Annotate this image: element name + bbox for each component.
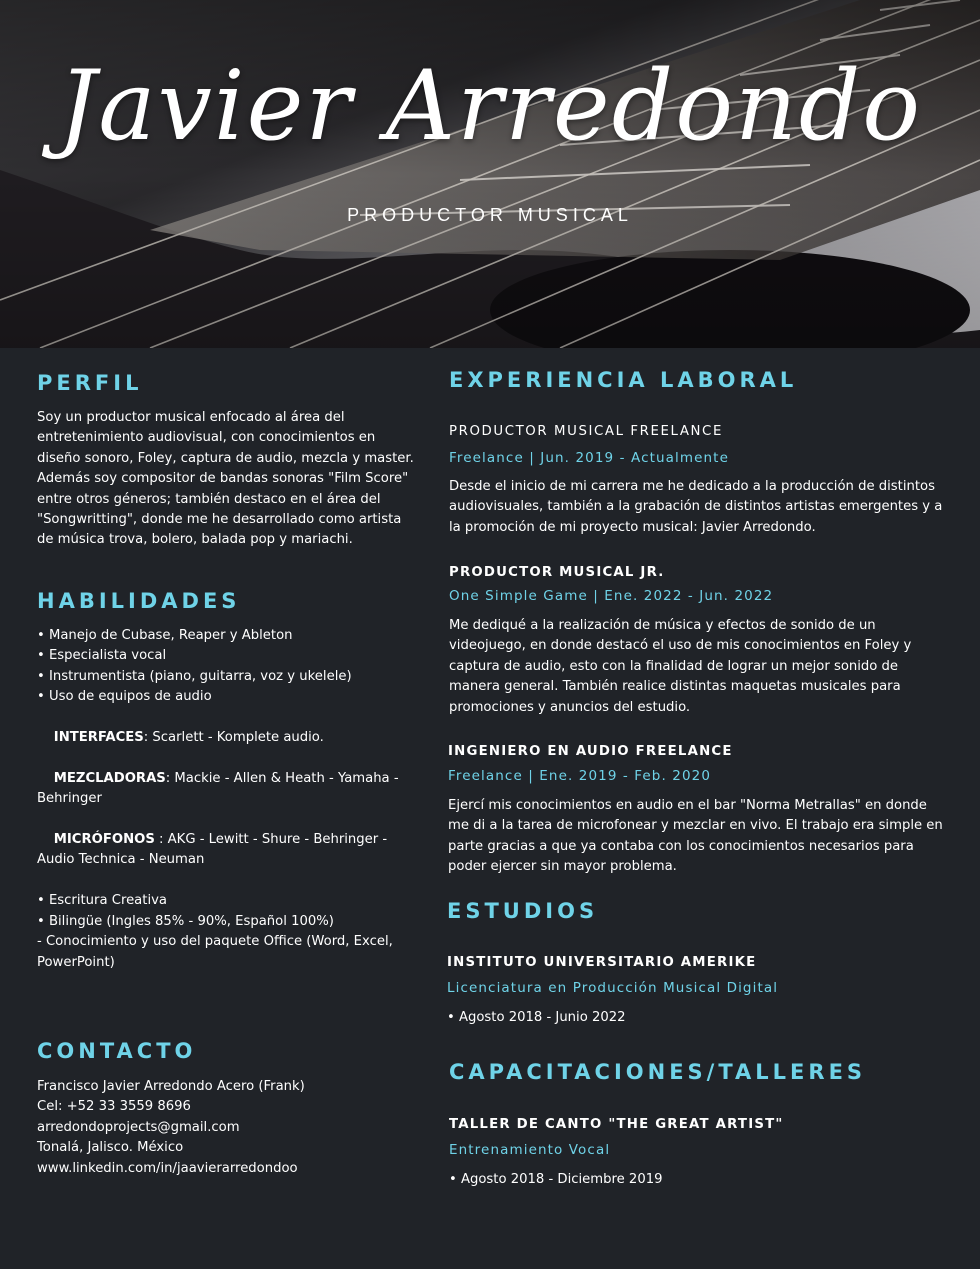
habilidades-list <box>37 626 399 973</box>
job-company-dates: Freelance | Jun. 2019 - Actualmente <box>449 450 729 466</box>
perfil-line: diseño sonoro, Foley, captura de audio, mezcla y master. <box>37 450 414 466</box>
mezcladoras-text-cont: Behringer <box>37 791 102 807</box>
job-line: parte gracias a que ya contaba con los conocimientos necesarios para <box>448 838 914 854</box>
habilidades-heading: HABILIDADES <box>37 589 241 613</box>
degree-name: Licenciatura en Producción Musical Digital <box>447 980 779 996</box>
job-line: videojuego, en donde destacó el uso de mis conocimientos en Foley y <box>449 638 912 654</box>
skill-item: • Uso de equipos de audio <box>37 689 212 705</box>
job-line: audiovisuales, también a la grabación de distintos artistas emergentes y a <box>449 499 943 515</box>
skill-item: • Manejo de Cubase, Reaper y Ableton <box>37 628 293 643</box>
skill-item: PowerPoint) <box>37 954 115 970</box>
job-title: PRODUCTOR MUSICAL JR. <box>449 565 665 580</box>
interfaces-label: INTERFACES <box>53 730 144 746</box>
interfaces-text: : Scarlett - Komplete audio. <box>143 730 324 746</box>
job-line: captura de audio, esto con la finalidad de lograr un mejor sonido de <box>449 658 899 674</box>
skill-mezcladoras <box>37 769 399 789</box>
contact-linkedin[interactable]: www.linkedin.com/in/jaavierarredondoo <box>37 1160 298 1176</box>
course-name: TALLER DE CANTO "THE GREAT ARTIST" <box>449 1117 784 1132</box>
job-line: me di a la tarea de microfonear y mezclar en vivo. El trabajo era simple en <box>448 818 943 834</box>
candidate-role: PRODUCTOR MUSICAL <box>347 205 633 225</box>
skill-item: • Escritura Creativa <box>37 893 167 909</box>
perfil-line: "Songwritting", donde me he desarrollado como artista <box>37 512 402 528</box>
skill-microfonos <box>37 830 399 850</box>
perfil-line: entre otros géneros; también destaco en el área del <box>37 491 381 507</box>
job-company-dates: One Simple Game | Ene. 2022 - Jun. 2022 <box>449 588 774 604</box>
school-name: INSTITUTO UNIVERSITARIO AMERIKE <box>447 955 757 970</box>
skill-item: • Especialista vocal <box>37 648 167 664</box>
mezcladoras-label: MEZCLADORAS <box>53 770 166 786</box>
job-line: manera general. También realice distintas maquetas musicales para <box>449 679 901 695</box>
job-description <box>449 477 942 538</box>
skill-item: • Bilingüe (Ingles 85% - 90%, Español 100%) <box>37 913 334 929</box>
candidate-name: Javier Arredondo <box>57 50 923 162</box>
job-line: Ejercí mis conocimientos en audio en el bar "Norma Metrallas" en donde <box>448 798 927 813</box>
perfil-line: Soy un productor musical enfocado al área del <box>37 410 345 425</box>
microfonos-text: : AKG - Lewitt - Shure - Behringer - <box>154 832 388 848</box>
study-dates-text: • Agosto 2018 - Junio 2022 <box>447 1010 626 1025</box>
estudios-heading: ESTUDIOS <box>447 899 599 923</box>
contact-phone[interactable]: Cel: +52 33 3559 8696 <box>37 1099 191 1115</box>
job-line: Me dediqué a la realización de música y efectos de sonido de un <box>449 618 876 633</box>
job-line: promociones y anuncios del estudio. <box>449 699 691 715</box>
microfonos-text-cont: Audio Technica - Neuman <box>37 852 205 868</box>
course-type: Entrenamiento Vocal <box>449 1142 611 1158</box>
contact-email[interactable]: arredondoprojects@gmail.com <box>37 1119 240 1135</box>
perfil-text <box>37 408 414 551</box>
job-line: la promoción de mi proyecto musical: Javier Arredondo. <box>449 519 816 535</box>
contacto-block <box>37 1077 305 1179</box>
job-line: poder ejercer sin mayor problema. <box>448 859 677 875</box>
job-title: PRODUCTOR MUSICAL FREELANCE <box>449 424 723 439</box>
job-description <box>448 796 943 878</box>
perfil-line: entretenimiento audiovisual, con conocimientos en <box>37 430 376 446</box>
perfil-line: Además soy compositor de bandas sonoras "Film Score" <box>37 471 409 487</box>
contact-location: Tonalá, Jalisco. México <box>37 1140 184 1156</box>
experiencia-heading: EXPERIENCIA LABORAL <box>449 368 798 392</box>
perfil-line: de música trova, bolero, balada pop y mariachi. <box>37 532 353 548</box>
skill-item: - Conocimiento y uso del paquete Office (Word, Excel, <box>37 934 393 950</box>
contacto-heading: CONTACTO <box>37 1039 197 1063</box>
contact-fullname: Francisco Javier Arredondo Acero (Frank) <box>37 1079 305 1094</box>
study-dates <box>447 1008 626 1028</box>
job-company-dates: Freelance | Ene. 2019 - Feb. 2020 <box>448 768 712 784</box>
skill-item: • Instrumentista (piano, guitarra, voz y ukelele) <box>37 668 352 684</box>
mezcladoras-text: : Mackie - Allen & Heath - Yamaha - <box>165 770 399 786</box>
microfonos-label: MICRÓFONOS <box>53 832 155 848</box>
capacitaciones-heading: CAPACITACIONES/TALLERES <box>449 1060 867 1084</box>
job-title: INGENIERO EN AUDIO FREELANCE <box>448 744 733 759</box>
course-dates <box>449 1170 663 1190</box>
perfil-heading: PERFIL <box>37 371 143 395</box>
skill-interfaces <box>37 728 399 748</box>
header-banner <box>0 0 980 348</box>
course-dates-text: • Agosto 2018 - Diciembre 2019 <box>449 1172 663 1187</box>
job-line: Desde el inicio de mi carrera me he dedicado a la producción de distintos <box>449 479 935 494</box>
job-description <box>449 616 911 718</box>
